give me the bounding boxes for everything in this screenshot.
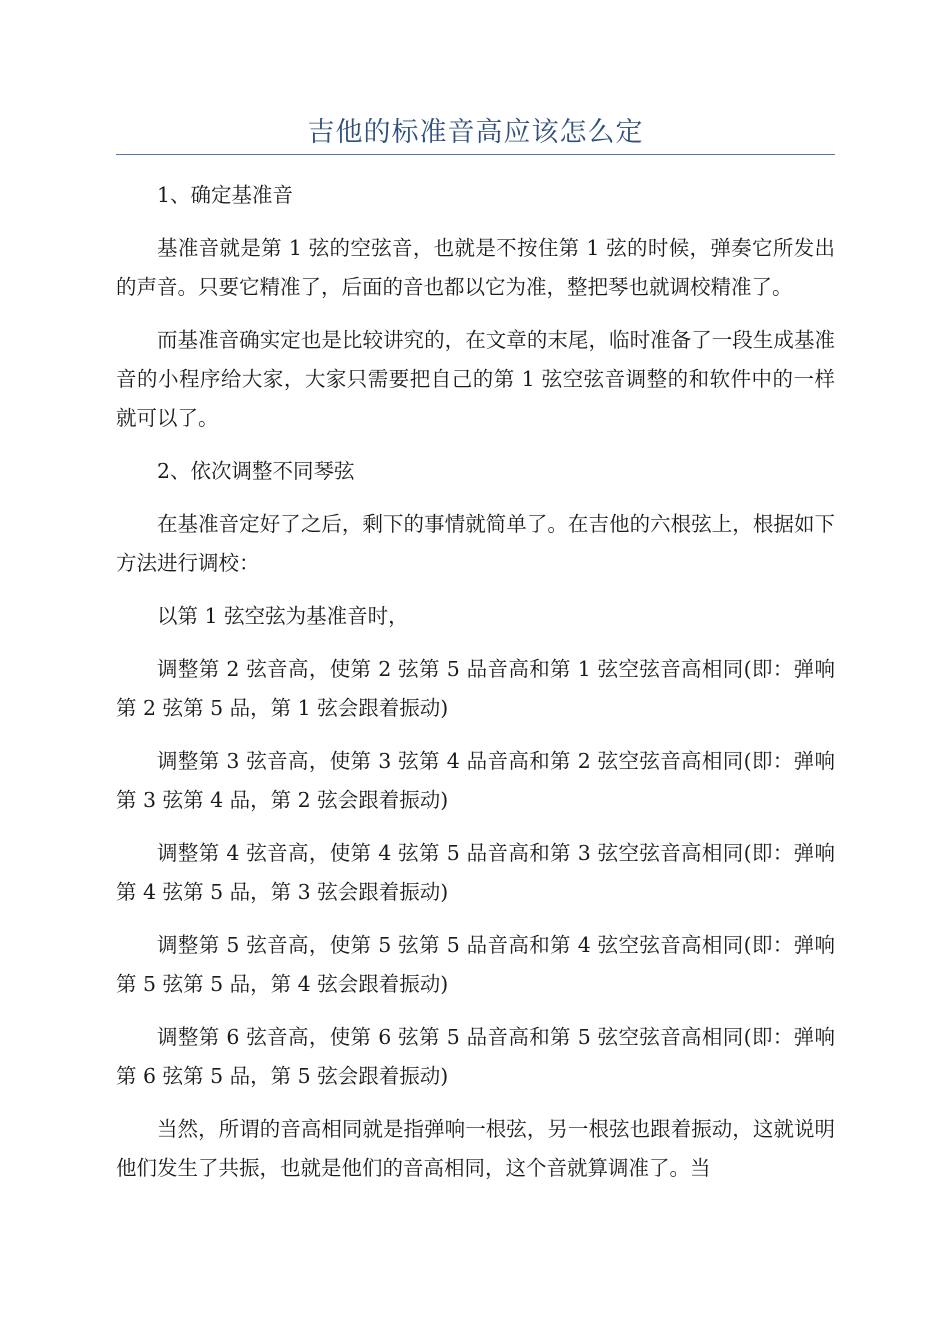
tuning-step: 调整第 4 弦音高，使第 4 弦第 5 品音高和第 3 弦空弦音高相同(即：弹响第 4 弦第 5 品，第 3 弦会跟着振动)	[116, 841, 835, 904]
section-heading: 1、确定基准音	[157, 183, 294, 207]
document-body	[116, 176, 835, 1202]
tuning-step: 调整第 6 弦音高，使第 6 弦第 5 品音高和第 5 弦空弦音高相同(即：弹响第 6 弦第 5 品，第 5 弦会跟着振动)	[116, 1025, 835, 1088]
title-underline	[116, 154, 835, 155]
paragraph: 在基准音定好了之后，剩下的事情就简单了。在吉他的六根弦上，根据如下方法进行调校：	[116, 512, 835, 575]
tuning-step: 调整第 2 弦音高，使第 2 弦第 5 品音高和第 1 弦空弦音高相同(即：弹响第 2 弦第 5 品，第 1 弦会跟着振动)	[116, 657, 835, 720]
paragraph: 当然，所谓的音高相同就是指弹响一根弦，另一根弦也跟着振动，这就说明他们发生了共振，也就是他们的音高相同，这个音就算调准了。当	[116, 1117, 835, 1180]
paragraph: 以第 1 弦空弦为基准音时，	[157, 604, 409, 628]
paragraph: 基准音就是第 1 弦的空弦音，也就是不按住第 1 弦的时候，弹奏它所发出的声音。只要它精准了，后面的音也都以它为准，整把琴也就调校精准了。	[116, 236, 835, 299]
document-title: 吉他的标准音高应该怎么定	[307, 117, 644, 148]
paragraph: 而基准音确实定也是比较讲究的，在文章的末尾，临时准备了一段生成基准音的小程序给大家，大家只需要把自己的第 1 弦空弦音调整的和软件中的一样就可以了。	[116, 328, 835, 430]
tuning-step: 调整第 3 弦音高，使第 3 弦第 4 品音高和第 2 弦空弦音高相同(即：弹响第 3 弦第 4 品，第 2 弦会跟着振动)	[116, 749, 835, 812]
tuning-step: 调整第 5 弦音高，使第 5 弦第 5 品音高和第 4 弦空弦音高相同(即：弹响第 5 弦第 5 品，第 4 弦会跟着振动)	[116, 933, 835, 996]
section-heading: 2、依次调整不同琴弦	[157, 459, 355, 483]
